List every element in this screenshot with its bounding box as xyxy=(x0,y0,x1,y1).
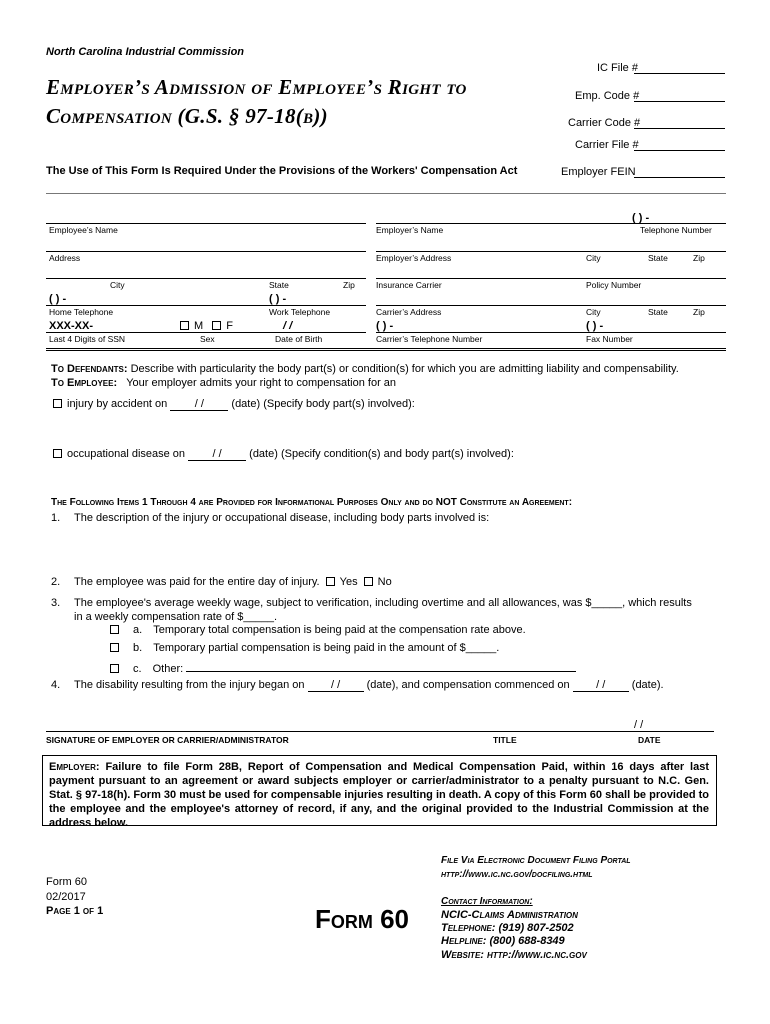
disease-option xyxy=(53,448,514,461)
employers-address-label: Employer’s Address xyxy=(376,253,452,263)
employees-name-field[interactable] xyxy=(46,223,366,224)
carriers-address-field[interactable] xyxy=(376,305,726,306)
sex-options xyxy=(180,320,233,332)
item-2-text: The employee was paid for the entire day of injury. xyxy=(74,576,320,588)
option-b-label: b. xyxy=(133,642,143,654)
date-of-birth-label: Date of Birth xyxy=(275,334,323,344)
form-title-line1: Employer’s Admission of Employee’s Right to xyxy=(46,75,467,99)
date-label: DATE xyxy=(638,735,661,745)
city-label: City xyxy=(110,280,125,290)
item-2-number: 2. xyxy=(51,576,61,588)
address-field[interactable] xyxy=(46,251,366,252)
to-defendants-line xyxy=(51,363,679,375)
disability-date-field[interactable]: / / xyxy=(308,679,364,692)
carrier-city-label: City xyxy=(586,307,601,317)
carrier-code-field[interactable] xyxy=(634,128,725,129)
option-c-checkbox[interactable] xyxy=(110,664,119,673)
to-employee-text: Your employer admits your right to compensation for an xyxy=(126,377,397,389)
option-b xyxy=(110,642,499,654)
agency-name: North Carolina Industrial Commission xyxy=(46,46,245,58)
contact-org: NCIC-Claims Administration xyxy=(441,909,578,921)
emp-code-label: Emp. Code # xyxy=(575,90,640,102)
option-c-text: Other: xyxy=(152,663,184,675)
home-phone-value: ( ) - xyxy=(49,293,67,305)
sex-label: Sex xyxy=(200,334,215,344)
disease-checkbox[interactable] xyxy=(53,449,62,458)
carrier-code-label: Carrier Code # xyxy=(568,117,641,129)
portal-url-link[interactable]: http://www.ic.nc.gov/docfiling.html xyxy=(441,869,593,880)
employer-phone-value: ( ) - xyxy=(632,212,650,224)
footer-form-label: Form 60 xyxy=(46,876,87,888)
no-checkbox[interactable] xyxy=(364,577,373,586)
item-1-number: 1. xyxy=(51,512,61,524)
option-a xyxy=(110,624,526,636)
item-3-number: 3. xyxy=(51,597,61,609)
employer-fein-label: Employer FEIN xyxy=(561,166,636,178)
signature-date-value: / / xyxy=(634,719,644,731)
sex-male-checkbox[interactable] xyxy=(180,321,189,330)
policy-number-label: Policy Number xyxy=(586,280,642,290)
item-4-line xyxy=(74,679,664,692)
notice-text: Failure to file Form 28B, Report of Compensation and Medical Compensation Paid, within 16 days after last payment pursuant to an agreement or award subjects employer or carrier/administrator to a penalty pursuant to N.C. Gen. Stat. § 97-18(h). Form 30 must be used for compensable injuries resulting in death. A copy of this Form 60 shall be provided to the employee and the employee's attorney of record, if any, and the original provided to the Industrial Commission at the address below. xyxy=(49,761,710,829)
employees-name-label: Employee’s Name xyxy=(49,225,118,235)
item-4-number: 4. xyxy=(51,679,61,691)
to-defendants-text: Describe with particularity the body part(s) or condition(s) for which you are admitting liability and compensability. xyxy=(130,363,679,375)
emp-code-field[interactable] xyxy=(634,101,725,102)
option-c-label: c. xyxy=(133,663,142,675)
notice-box xyxy=(42,755,717,829)
notice-lead: Employer: xyxy=(49,761,100,773)
employer-city-label: City xyxy=(586,253,601,263)
disease-text: occupational disease on xyxy=(67,448,186,460)
contact-telephone: Telephone: (919) 807-2502 xyxy=(441,922,574,934)
option-b-checkbox[interactable] xyxy=(110,643,119,652)
home-telephone-label: Home Telephone xyxy=(49,307,114,317)
footer-form-date: 02/2017 xyxy=(46,891,86,903)
contact-website-link[interactable]: Website: http://www.ic.nc.gov xyxy=(441,949,587,961)
disease-date-field[interactable]: / / xyxy=(188,448,246,461)
employers-name-field[interactable] xyxy=(376,223,726,224)
ssn-value: XXX-XX- xyxy=(49,320,94,332)
to-defendants-label: To Defendants: xyxy=(51,363,128,375)
work-telephone-label: Work Telephone xyxy=(269,307,331,317)
grid-divider xyxy=(46,193,726,194)
employers-name-label: Employer’s Name xyxy=(376,225,444,235)
dob-value: / / xyxy=(283,320,293,332)
employer-zip-label: Zip xyxy=(693,253,705,263)
form-subtitle: The Use of This Form Is Required Under the Provisions of the Workers' Compensation Act xyxy=(46,165,518,177)
fax-value: ( ) - xyxy=(586,320,604,332)
injury-suffix: (date) (Specify body part(s) involved): xyxy=(231,398,415,410)
signature-label: SIGNATURE OF EMPLOYER OR CARRIER/ADMINISTRATOR xyxy=(46,735,289,745)
carrier-zip-label: Zip xyxy=(693,307,705,317)
ic-file-field[interactable] xyxy=(634,73,725,74)
employers-address-field[interactable] xyxy=(376,251,726,252)
item-3-text-b: in a weekly compensation rate of $_____. xyxy=(74,611,278,623)
carrier-phone-value: ( ) - xyxy=(376,320,394,332)
option-a-checkbox[interactable] xyxy=(110,625,119,634)
telephones-field[interactable] xyxy=(46,305,366,306)
no-label: No xyxy=(377,576,392,588)
disease-suffix: (date) (Specify condition(s) and body part(s) involved): xyxy=(249,448,514,460)
item-4-text-a: The disability resulting from the injury began on xyxy=(74,679,305,691)
fax-number-label: Fax Number xyxy=(586,334,633,344)
footer-page: Page 1 of 1 xyxy=(46,905,104,917)
yes-checkbox[interactable] xyxy=(326,577,335,586)
contact-heading: Contact Information: xyxy=(441,896,533,907)
sex-male-label: M xyxy=(194,320,204,332)
carrier-state-label: State xyxy=(648,307,668,317)
sex-female-checkbox[interactable] xyxy=(212,321,221,330)
form-title-line2: Compensation (G.S. § 97-18(b)) xyxy=(46,104,328,128)
item-2-line xyxy=(74,576,392,588)
work-phone-value: ( ) - xyxy=(269,293,287,305)
employer-state-label: State xyxy=(648,253,668,263)
items-heading: The Following Items 1 Through 4 are Provided for Informational Purposes Only and do NOT Constitute an Agreement: xyxy=(51,497,573,508)
carrier-file-label: Carrier File # xyxy=(575,139,639,151)
to-employee-label: To Employee: xyxy=(51,377,118,389)
file-via-portal: File Via Electronic Document Filing Portal xyxy=(441,855,631,866)
zip-label: Zip xyxy=(343,280,355,290)
state-label: State xyxy=(269,280,289,290)
address-label: Address xyxy=(49,253,81,263)
grid-bottom-rule xyxy=(46,348,726,351)
compensation-date-field[interactable]: / / xyxy=(573,679,629,692)
option-a-label: a. xyxy=(133,624,143,636)
option-c xyxy=(110,660,576,675)
insurance-carrier-label: Insurance Carrier xyxy=(376,280,442,290)
item-3-text-a: The employee's average weekly wage, subject to verification, including overtime and all allowances, was $_____, which results xyxy=(74,597,692,609)
carriers-address-label: Carrier’s Address xyxy=(376,307,442,317)
ssn-sex-dob-field[interactable] xyxy=(46,332,366,333)
carrier-phone-fax-field[interactable] xyxy=(376,332,726,333)
injury-checkbox[interactable] xyxy=(53,399,62,408)
injury-option xyxy=(53,398,415,411)
employer-fein-field[interactable] xyxy=(634,177,725,178)
yes-label: Yes xyxy=(339,576,358,588)
item-4-text-b: (date), and compensation commenced on xyxy=(366,679,570,691)
sex-female-label: F xyxy=(226,320,233,332)
telephone-number-label: Telephone Number xyxy=(640,225,712,235)
injury-text: injury by accident on xyxy=(67,398,168,410)
big-form-number: Form 60 xyxy=(315,904,410,934)
injury-date-field[interactable]: / / xyxy=(170,398,228,411)
option-a-text: Temporary total compensation is being paid at the compensation rate above. xyxy=(153,624,526,636)
to-employee-line xyxy=(51,377,396,389)
option-c-field[interactable] xyxy=(186,660,576,672)
city-state-zip-field[interactable] xyxy=(46,278,366,279)
contact-helpline: Helpline: (800) 688-8349 xyxy=(441,935,565,947)
ic-file-label: IC File # xyxy=(597,62,638,74)
option-b-text: Temporary partial compensation is being paid in the amount of $_____. xyxy=(153,642,500,654)
carriers-telephone-label: Carrier’s Telephone Number xyxy=(376,334,483,344)
carrier-file-field[interactable] xyxy=(634,150,725,151)
insurance-carrier-field[interactable] xyxy=(376,278,726,279)
item-1-text: The description of the injury or occupational disease, including body parts involved is: xyxy=(74,512,490,524)
item-4-text-c: (date). xyxy=(631,679,664,691)
signature-line[interactable] xyxy=(46,731,714,732)
title-label: TITLE xyxy=(493,735,517,745)
last4-ssn-label: Last 4 Digits of SSN xyxy=(49,334,126,344)
